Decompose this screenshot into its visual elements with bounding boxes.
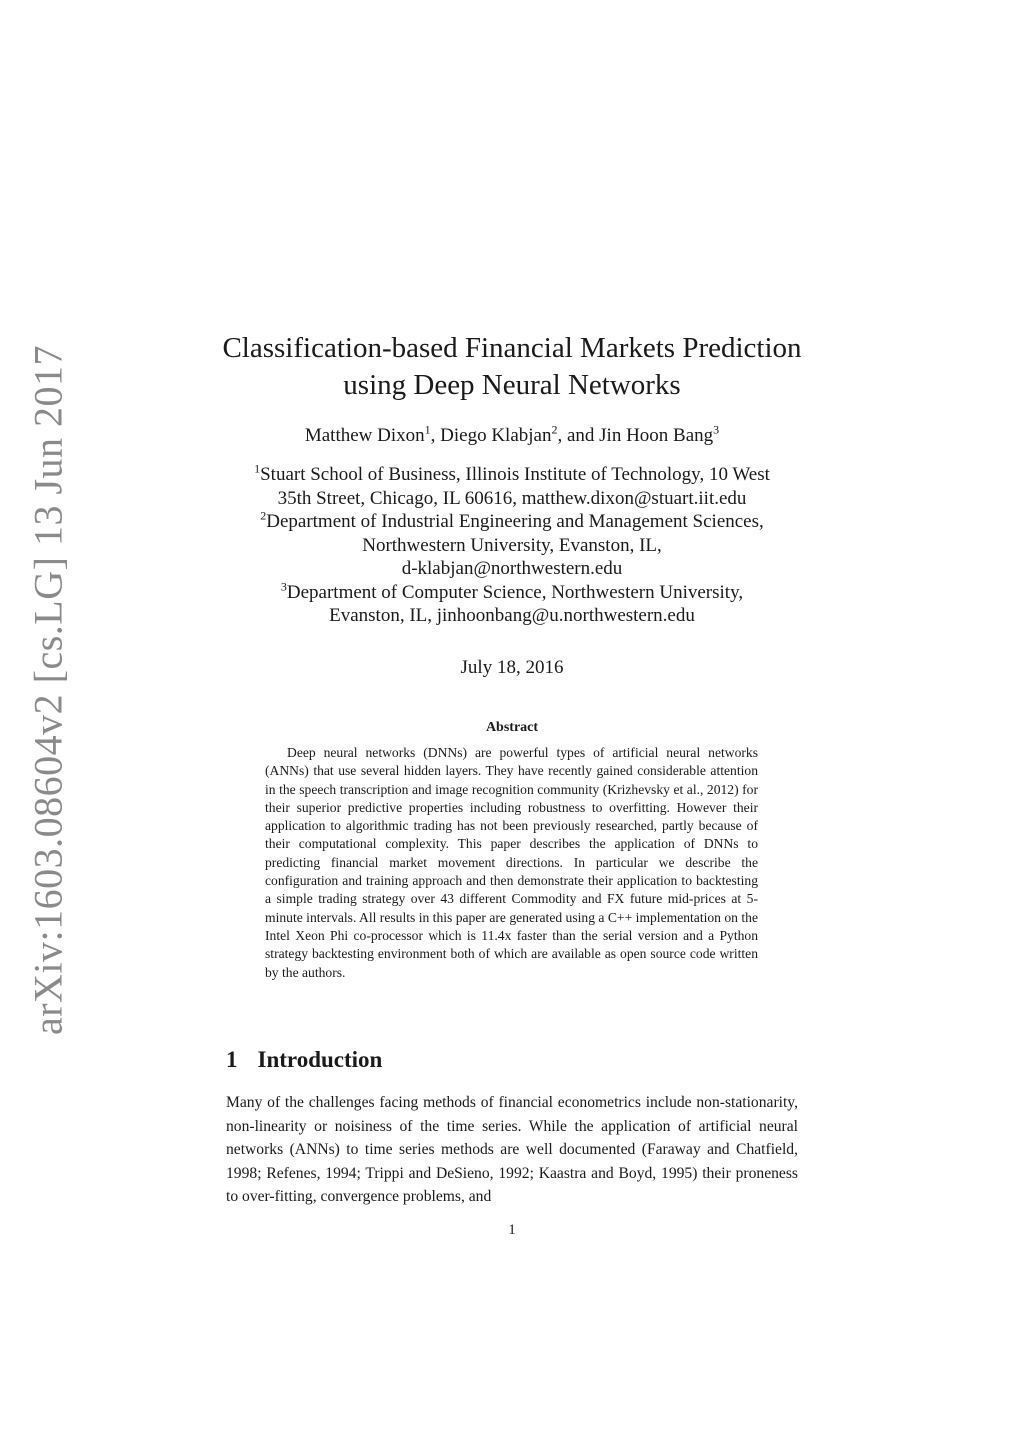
section-heading bbox=[226, 1047, 382, 1073]
affiliation-line: Evanston, IL, jinhoonbang@u.northwestern.edu bbox=[329, 605, 695, 626]
page-number: 1 bbox=[508, 1222, 516, 1238]
author-list bbox=[160, 424, 864, 448]
affiliation-line: 35th Street, Chicago, IL 60616, matthew.dixon@stuart.iit.edu bbox=[277, 487, 747, 509]
affiliation-mark: 2 bbox=[260, 508, 267, 523]
section-number: 1 bbox=[226, 1047, 238, 1072]
introduction-text: Many of the challenges facing methods of financial econometrics include non-stationarity, non-linearity or noisiness of the time series. While the application of artificial neural networks (ANNs) to time series methods are well documented (Faraway and Chatfield, 1998; Refenes, 1994; Trippi and DeSieno, 1992; Kaastra and Boyd, 1995) their proneness to over-fitting, convergence problems, and bbox=[226, 1094, 798, 1205]
title-line-2: using Deep Neural Networks bbox=[343, 369, 681, 401]
affiliation-1 bbox=[180, 463, 844, 510]
author-separator: , and bbox=[557, 425, 600, 446]
affiliation-line: d-klabjan@northwestern.edu bbox=[401, 558, 623, 579]
abstract-text: Deep neural networks (DNNs) are powerful types of artificial neural networks (ANNs) that use several hidden layers. They have recently gained considerable attention in the speech transcription and image recognition community (Krizhevsky et al., 2012) for their superior predictive properties including robustness to overfitting. However their application to algorithmic trading has not been previously researched, partly because of their computational complexity. This paper describes the application of DNNs to predicting financial market movement directions. In particular we describe the configuration and training approach and then demonstrate their application to backtesting a simple trading strategy over 43 different Commodity and FX future mid-prices at 5-minute intervals. All results in this paper are generated using a C++ implementation on the Intel Xeon Phi co-processor which is 11.4x faster than the serial version and a Python strategy backtesting environment both of which are available as open source code written by the authors. bbox=[265, 745, 758, 980]
author-name: Jin Hoon Bang bbox=[599, 425, 714, 446]
affiliation-2 bbox=[180, 510, 844, 581]
section-title: Introduction bbox=[257, 1047, 383, 1072]
affiliation-line: $^1$Stuart School of Business, Illinois Institute of Technology, 10 West bbox=[254, 461, 770, 485]
author-name: Matthew Dixon bbox=[304, 425, 425, 446]
author-separator: , bbox=[430, 425, 441, 446]
author-affiliation-mark: 3 bbox=[713, 422, 720, 437]
author-affiliation-mark: 1 bbox=[424, 422, 431, 437]
arxiv-identifier[interactable]: arXiv:1603.08604v2 [cs.LG] 13 Jun 2017 bbox=[25, 344, 71, 1036]
author-affiliation-mark: 2 bbox=[551, 422, 558, 437]
affiliation-3 bbox=[180, 581, 844, 628]
affiliation-line: Northwestern University, Evanston, IL, bbox=[362, 534, 662, 556]
affiliation-line: $^3$Department of Computer Science, Northwestern University, bbox=[280, 579, 744, 603]
affiliation-mark: 3 bbox=[280, 579, 287, 594]
affiliations bbox=[180, 463, 844, 628]
title-line-1: Classification-based Financial Markets Prediction bbox=[222, 332, 802, 364]
publication-date: July 18, 2016 bbox=[460, 657, 564, 678]
affiliation-mark: 1 bbox=[254, 461, 261, 476]
affiliation-line: $^2$Department of Industrial Engineering and Management Sciences, bbox=[260, 508, 764, 532]
paper-title bbox=[160, 330, 864, 404]
abstract-heading: Abstract bbox=[485, 720, 539, 735]
author-name: Diego Klabjan bbox=[440, 425, 552, 446]
